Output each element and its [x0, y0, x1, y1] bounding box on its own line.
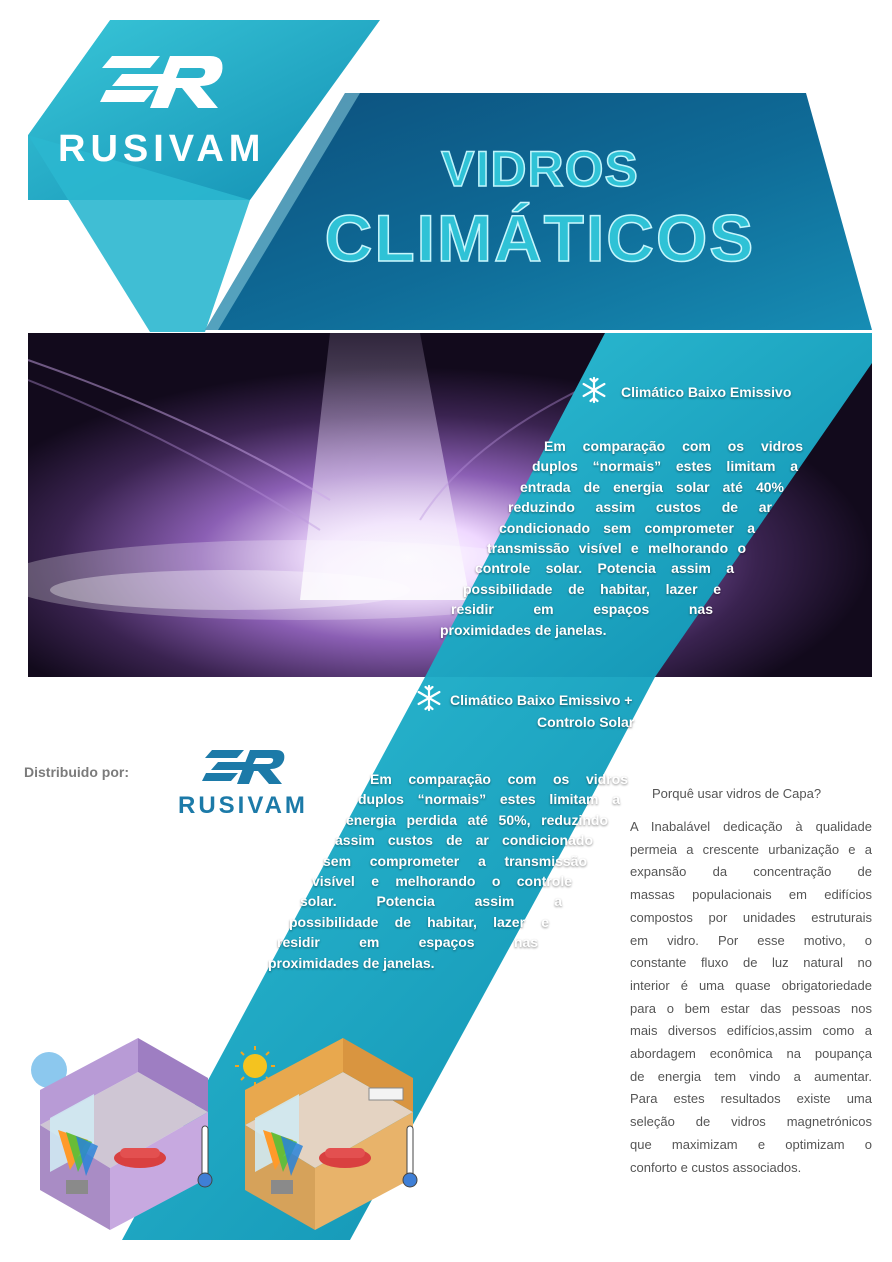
section2-line: duplos “normais” estes limitam a [358, 791, 620, 808]
why-line: constante fluxo de luz natural no [630, 955, 872, 971]
why-line: Para estes resultados existe uma [630, 1091, 872, 1107]
section2-line: energia perdida até 50%, reduzindo [346, 811, 608, 828]
winter-room-illustration [31, 1038, 212, 1230]
why-line: conforto e custos associados. [630, 1159, 802, 1175]
title-line2: CLIMÁTICOS [324, 201, 756, 275]
section1-line: possibilidade de habitar, lazer e [463, 580, 721, 597]
why-line: que maximizam e optimizam o [630, 1136, 872, 1152]
why-line: massas populacionais em edifícios [630, 887, 872, 903]
why-body [630, 816, 872, 1179]
section1-line: entrada de energia solar até 40% [520, 478, 784, 495]
why-line: interior é uma quase obrigatoriedade [630, 977, 872, 993]
section2-line: Em comparação com os vidros [370, 771, 628, 787]
room-illustrations [28, 1030, 448, 1230]
why-title: Porquê usar vidros de Capa? [652, 786, 822, 801]
section2-line: solar. Potencia assim a [300, 893, 562, 910]
why-line: seleção de vidros magnetrónicos [630, 1114, 872, 1130]
section2-line: visível e melhorando o controle [312, 873, 572, 890]
section2-body [268, 769, 628, 973]
why-line: A Inabalável dedicação à qualidade [630, 819, 872, 834]
snowflake-icon [580, 376, 608, 409]
why-line: em vidro. Por esse motivo, o [630, 932, 872, 948]
section2-line: proximidades de janelas. [268, 954, 435, 971]
why-line: para o bem estar das pessoas nos [630, 1000, 872, 1016]
section1-line: Em comparação com os vidros [544, 438, 803, 454]
section1-line: transmissão visível e melhorando o [487, 540, 746, 557]
section2-line: residir em espaços nas [277, 934, 538, 951]
distributor-logo-mark-icon [202, 746, 288, 790]
section2-heading-line1: Climático Baixo Emissivo + [450, 692, 633, 708]
section1-line: controle solar. Potencia assim a [475, 560, 734, 577]
brand-logo-text: RUSIVAM [58, 128, 266, 170]
why-line: de energia tem vindo a aumentar. [630, 1068, 872, 1084]
why-line: expansão da concentração de [630, 864, 872, 880]
section1-line: reduzindo assim custos de ar [508, 499, 772, 516]
snowflake-icon [415, 684, 443, 717]
section1-line: condicionado sem comprometer a [499, 519, 755, 536]
title-line1: VIDROS [441, 141, 639, 197]
section1-line: residir em espaços nas [451, 601, 713, 618]
section1-line: proximidades de janelas. [440, 621, 607, 638]
section1-body [440, 436, 803, 640]
distributor-label: Distribuido por: [24, 764, 129, 780]
why-line: compostos por unidades estruturais [630, 909, 872, 925]
section2-heading-line2: Controlo Solar [537, 714, 635, 730]
section2-line: possibilidade de habitar, lazer e [289, 913, 549, 930]
summer-room-illustration [235, 1038, 417, 1230]
why-line: abordagem econômica na poupança [630, 1046, 872, 1062]
section1-heading: Climático Baixo Emissivo [621, 384, 792, 400]
section1-line: duplos “normais” estes limitam a [532, 458, 798, 475]
section2-line: assim custos de ar condicionado [335, 832, 593, 849]
why-line: mais diversos edifícios,assim como a [630, 1023, 872, 1039]
distributor-logo-text: RUSIVAM [178, 792, 308, 819]
why-line: permeia a crescente urbanização e a [630, 841, 872, 857]
brand-logo-mark-icon [100, 50, 230, 118]
section2-line: sem comprometer a transmissão [323, 852, 587, 869]
